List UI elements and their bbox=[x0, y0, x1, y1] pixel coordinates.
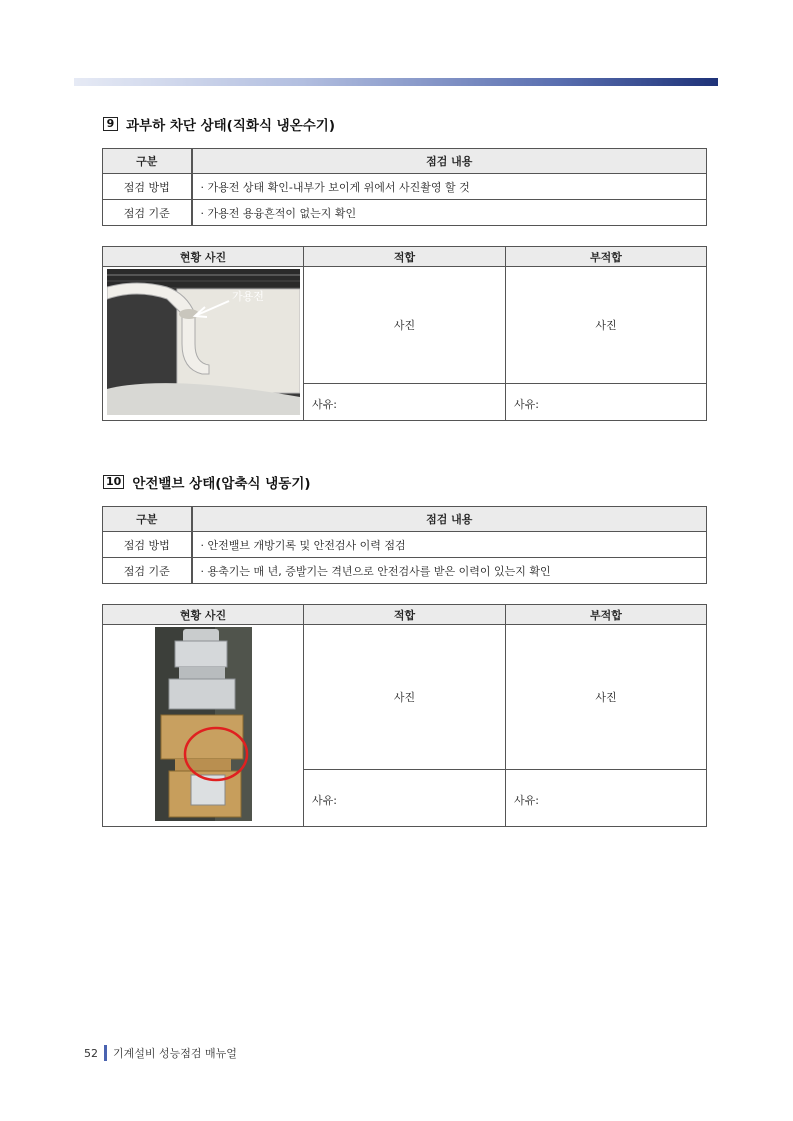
col-header-photo: 현황 사진 bbox=[103, 605, 304, 625]
status-photo-cell bbox=[103, 625, 304, 827]
table-row bbox=[103, 532, 707, 558]
suitable-reason: 사유: bbox=[304, 383, 506, 421]
unsuitable-reason: 사유: bbox=[506, 383, 707, 421]
col-header-unsuitable: 부적합 bbox=[506, 247, 707, 267]
col-header-unsuitable: 부적합 bbox=[506, 605, 707, 625]
col-header-content: 점검 내용 bbox=[192, 149, 707, 174]
row-content: · 가용전 용융흔적이 없는지 확인 bbox=[192, 200, 707, 226]
safety-valve-photo bbox=[155, 627, 252, 821]
unsuitable-reason: 사유: bbox=[506, 769, 707, 826]
row-content: · 안전밸브 개방기록 및 안전검사 이력 점검 bbox=[192, 532, 707, 558]
photo-callout-label: 가용전 bbox=[232, 290, 264, 303]
section-title: 안전밸브 상태(압축식 냉동기) bbox=[132, 476, 311, 492]
col-header-suitable: 적합 bbox=[304, 247, 506, 267]
col-header-photo: 현황 사진 bbox=[103, 247, 304, 267]
section-number: 10 bbox=[103, 475, 124, 489]
photo-evaluation-table bbox=[102, 246, 707, 421]
section-title: 과부하 차단 상태(직화식 냉온수기) bbox=[126, 118, 336, 134]
suitable-reason: 사유: bbox=[304, 769, 506, 826]
table-row bbox=[103, 200, 707, 226]
footer-divider bbox=[104, 1045, 107, 1061]
row-label: 점검 방법 bbox=[103, 174, 192, 200]
col-header-category: 구분 bbox=[103, 149, 192, 174]
header-gradient-bar bbox=[74, 78, 718, 86]
col-header-content: 점검 내용 bbox=[192, 507, 707, 532]
section-9-heading bbox=[103, 114, 335, 134]
fusible-plug-photo bbox=[107, 269, 300, 415]
suitable-photo-cell: 사진 bbox=[304, 625, 506, 770]
inspection-info-table bbox=[102, 148, 707, 226]
page-number: 52 bbox=[84, 1046, 98, 1060]
unsuitable-photo-cell: 사진 bbox=[506, 267, 707, 384]
col-header-category: 구분 bbox=[103, 507, 192, 532]
suitable-photo-cell: 사진 bbox=[304, 267, 506, 384]
inspection-info-table bbox=[102, 506, 707, 584]
section-10-heading bbox=[103, 472, 311, 492]
manual-title: 기계설비 성능점검 매뉴얼 bbox=[113, 1047, 237, 1060]
row-content: · 가용전 상태 확인-내부가 보이게 위에서 사진촬영 할 것 bbox=[192, 174, 707, 200]
photo-evaluation-table bbox=[102, 604, 707, 827]
table-row bbox=[103, 558, 707, 584]
row-label: 점검 기준 bbox=[103, 200, 192, 226]
section-number: 9 bbox=[103, 117, 118, 131]
status-photo-cell bbox=[103, 267, 304, 421]
page-footer bbox=[84, 1045, 237, 1061]
unsuitable-photo-cell: 사진 bbox=[506, 625, 707, 770]
col-header-suitable: 적합 bbox=[304, 605, 506, 625]
row-content: · 용축기는 매 년, 증발기는 격년으로 안전검사를 받은 이력이 있는지 확인 bbox=[192, 558, 707, 584]
table-row bbox=[103, 174, 707, 200]
row-label: 점검 방법 bbox=[103, 532, 192, 558]
row-label: 점검 기준 bbox=[103, 558, 192, 584]
